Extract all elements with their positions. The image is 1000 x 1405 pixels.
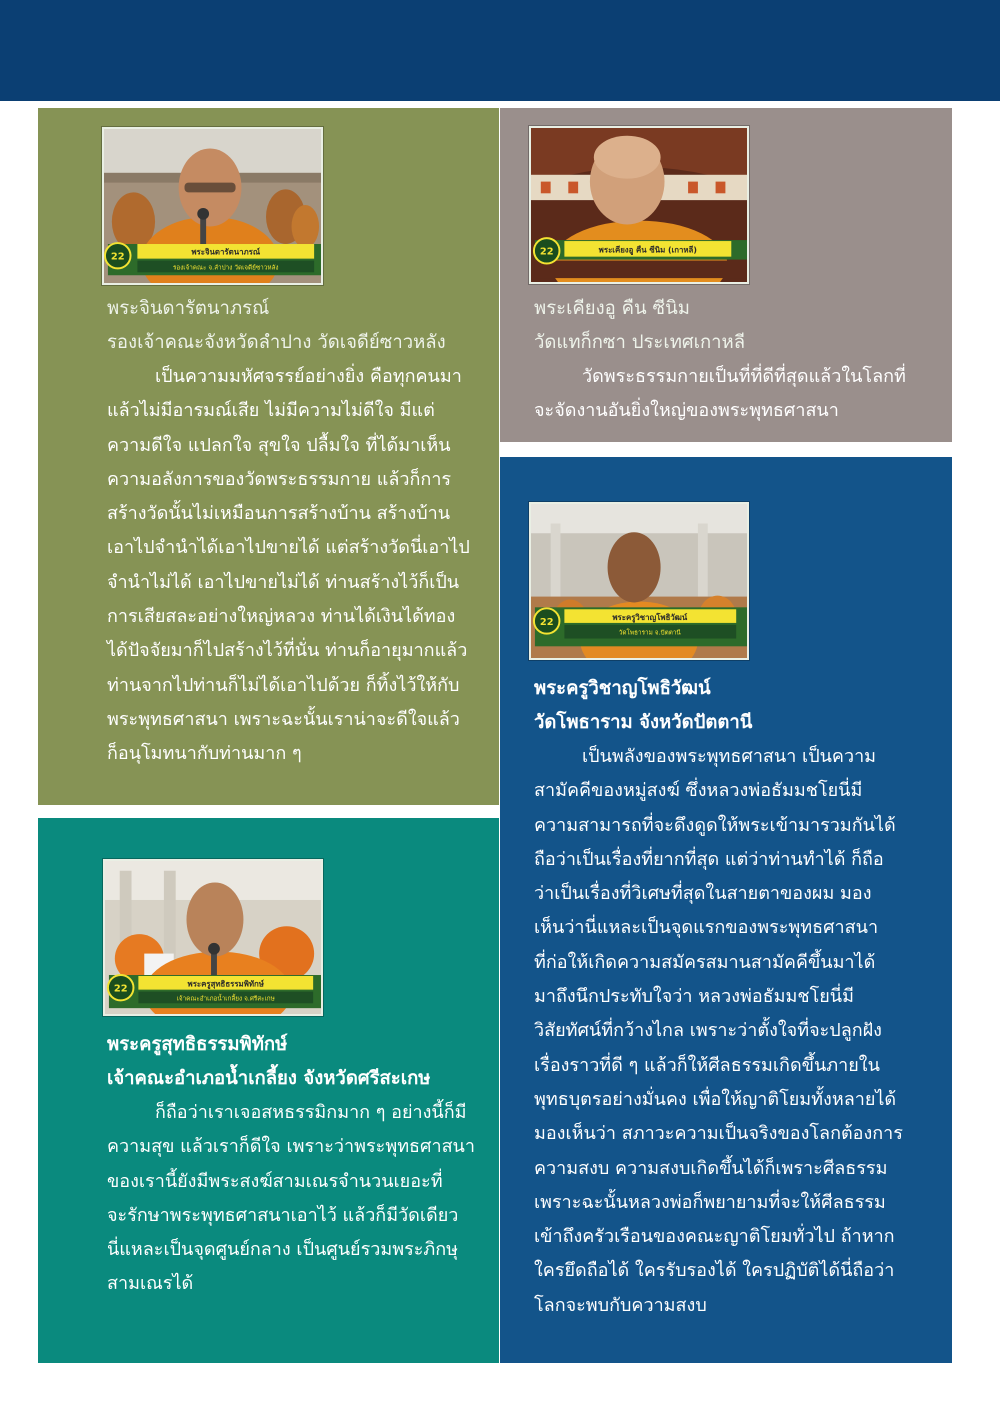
body-line: ความอลังการของวัดพระธรรมกาย แล้วก็การ — [107, 468, 452, 490]
body-line: ว่าเป็นเรื่องที่วิเศษที่สุดในสายตาของผม มอง — [534, 883, 872, 905]
body-line: สามัคคีของหมู่สงฆ์ ซึ่งหลวงพ่อธัมมชโยนี่มี — [534, 780, 863, 802]
caption-subtitle: เจ้าคณะอำเภอน้ำเกลี้ยง จ.ศรีสะเกษ — [176, 995, 275, 1003]
testimonial-body — [534, 360, 906, 429]
caption-badge: 22 — [539, 246, 554, 258]
body-line: สามเณรได้ — [107, 1273, 194, 1295]
body-line: ใครยึดถือได้ ใครรับรองได้ ใครปฏิบัติได้นี่ถือว่า — [534, 1260, 895, 1282]
caption-bar — [534, 238, 747, 278]
monk-photo-1 — [102, 127, 323, 285]
caption-bar — [108, 975, 321, 1008]
body-line: เห็นว่านี่แหละเป็นจุดแรกของพระพุทธศาสนา — [534, 917, 879, 939]
monk-portrait-image — [531, 504, 747, 658]
caption-bar — [105, 243, 321, 275]
monk-position: วัดแทก็กซา ประเทศเกาหลี — [534, 332, 746, 353]
body-line: ความสงบ ความสงบเกิดขึ้นได้ก็เพราะศีลธรรม — [534, 1157, 888, 1179]
body-line: ของเรานี้ยังมีพระสงฆ์สามเณรจำนวนเยอะที่ — [107, 1170, 443, 1192]
caption-badge: 22 — [539, 616, 554, 628]
testimonial-panel-3 — [500, 457, 952, 1363]
body-line: แล้วไม่มีอารมณ์เสีย ไม่มีความไม่ดีใจ มีแต่ — [107, 400, 435, 422]
caption-badge: 22 — [110, 251, 125, 263]
body-line: ได้ปัจจัยมาก็ไปสร้างไว้ที่นั่น ท่านก็อายุมากแล้ว — [107, 640, 468, 662]
testimonial-panel-1 — [38, 108, 499, 805]
caption-subtitle: วัดโพธาราม จ.ปัตตานี — [618, 629, 681, 637]
testimonial-panel-2 — [500, 108, 952, 442]
monk-portrait-image — [531, 128, 747, 282]
body-line: เอาไปจำนำได้เอาไปขายได้ แต่สร้างวัดนี่เอาไป — [107, 537, 470, 559]
monk-name: พระจินดารัตนาภรณ์ — [107, 298, 270, 319]
caption-title: พระเคียงอู คืน ซีนิม (เกาหลี) — [598, 245, 697, 255]
body-line: โลกจะพบกับความสงบ — [534, 1294, 707, 1316]
body-line: ถือว่าเป็นเรื่องที่ยากที่สุด แต่ว่าท่านทำได้ ก็ถือ — [534, 848, 884, 870]
monk-position: เจ้าคณะอำเภอน้ำเกลี้ยง จังหวัดศรีสะเกษ — [107, 1068, 431, 1089]
body-line: พระพุทธศาสนา เพราะฉะนั้นเราน่าจะดีใจแล้ว — [107, 708, 460, 730]
body-line: เรื่องราวที่ดี ๆ แล้วก็ให้ศีลธรรมเกิดขึ้นภายใน — [534, 1054, 880, 1076]
body-line: เพราะฉะนั้นหลวงพ่อก็พยายามที่จะให้ศีลธรรม — [534, 1191, 886, 1213]
body-line: มองเห็นว่า สภาวะความเป็นจริงของโลกต้องการ — [534, 1123, 903, 1145]
monk-position: รองเจ้าคณะจังหวัดลำปาง วัดเจดีย์ซาวหลัง — [107, 332, 446, 353]
monk-portrait-image — [104, 129, 321, 283]
body-line: วัดพระธรรมกายเป็นที่ที่ดีที่สุดแล้วในโลกที่ — [582, 366, 906, 387]
body-line: จะจัดงานอันยิ่งใหญ่ของพระพุทธศาสนา — [534, 400, 839, 422]
caption-subtitle: รองเจ้าคณะ จ.ลำปาง วัดเจดีย์ซาวหลัง — [172, 264, 279, 272]
body-line: เป็นพลังของพระพุทธศาสนา เป็นความ — [582, 746, 877, 767]
caption-title: พระครูวิชาญโพธิวัฒน์ — [612, 613, 688, 622]
testimonial-panel-4 — [38, 818, 499, 1363]
body-line: มาถึงนึกประทับใจว่า หลวงพ่อธัมมชโยนี่มี — [534, 986, 854, 1008]
testimonial-body — [107, 1096, 475, 1302]
caption-title: พระจินดารัตนาภรณ์ — [191, 247, 261, 257]
monk-name: พระเคียงอู คืน ซีนิม — [534, 298, 690, 319]
caption-bar — [534, 607, 747, 646]
body-line: ความสามารถที่จะดึงดูดให้พระเข้ามารวมกันได้ — [534, 814, 896, 836]
monk-portrait-image — [105, 861, 321, 1014]
monk-name: พระครูวิชาญโพธิวัฒน์ — [534, 678, 711, 699]
body-line: จะรักษาพระพุทธศาสนาเอาไว้ แล้วก็มีวัดเดียว — [107, 1204, 459, 1226]
body-line: พุทธบุตรอย่างมั่นคง เพื่อให้ญาติโยมทั้งหลายได้ — [534, 1088, 897, 1110]
header-bar — [0, 0, 1000, 101]
body-line: สร้างวัดนั้นไม่เหมือนการสร้างบ้าน สร้างบ้าน — [107, 503, 451, 525]
body-line: ก็อนุโมทนากับท่านมาก ๆ — [107, 743, 302, 765]
monk-photo-2 — [529, 126, 749, 284]
monk-position: วัดโพธาราม จังหวัดปัตตานี — [534, 712, 753, 733]
body-line: จำนำไม่ได้ เอาไปขายไม่ได้ ท่านสร้างไว้ก็เป็น — [107, 571, 460, 593]
monk-photo-4 — [103, 859, 323, 1016]
caption-title: พระครูสุทธิธรรมพิทักษ์ — [187, 979, 264, 989]
body-line: ท่านจากไปท่านก็ไม่ได้เอาไปด้วย ก็ทิ้งไว้ให้กับ — [107, 674, 460, 696]
body-line: วิสัยทัศน์ที่กว้างไกล เพราะว่าตั้งใจที่จะปลูกฝัง — [534, 1020, 882, 1042]
body-line: การเสียสละอย่างใหญ่หลวง ท่านได้เงินได้ทอง — [107, 606, 456, 628]
monk-name: พระครูสุทธิธรรมพิทักษ์ — [107, 1034, 288, 1055]
caption-badge: 22 — [113, 983, 128, 995]
body-line: ก็ถือว่าเราเจอสหธรรมิกมาก ๆ อย่างนี้ก็มี — [155, 1102, 467, 1123]
body-line: นี่แหละเป็นจุดศูนย์กลาง เป็นศูนย์รวมพระภิกษุ — [107, 1239, 459, 1261]
testimonial-body — [107, 360, 470, 772]
monk-photo-3 — [529, 502, 749, 660]
testimonial-body — [534, 740, 903, 1323]
body-line: ความดีใจ แปลกใจ สุขใจ ปลื้มใจ ที่ได้มาเห็น — [107, 434, 451, 456]
body-line: เข้าถึงครัวเรือนของคณะญาติโยมทั่วไป ถ้าหาก — [534, 1226, 895, 1248]
body-line: ที่ก่อให้เกิดความสมัครสมานสามัคคีขึ้นมาได้ — [534, 951, 876, 973]
body-line: เป็นความมหัศจรรย์อย่างยิ่ง คือทุกคนมา — [155, 366, 462, 387]
body-line: ความสุข แล้วเราก็ดีใจ เพราะว่าพระพุทธศาสนา — [107, 1136, 475, 1158]
